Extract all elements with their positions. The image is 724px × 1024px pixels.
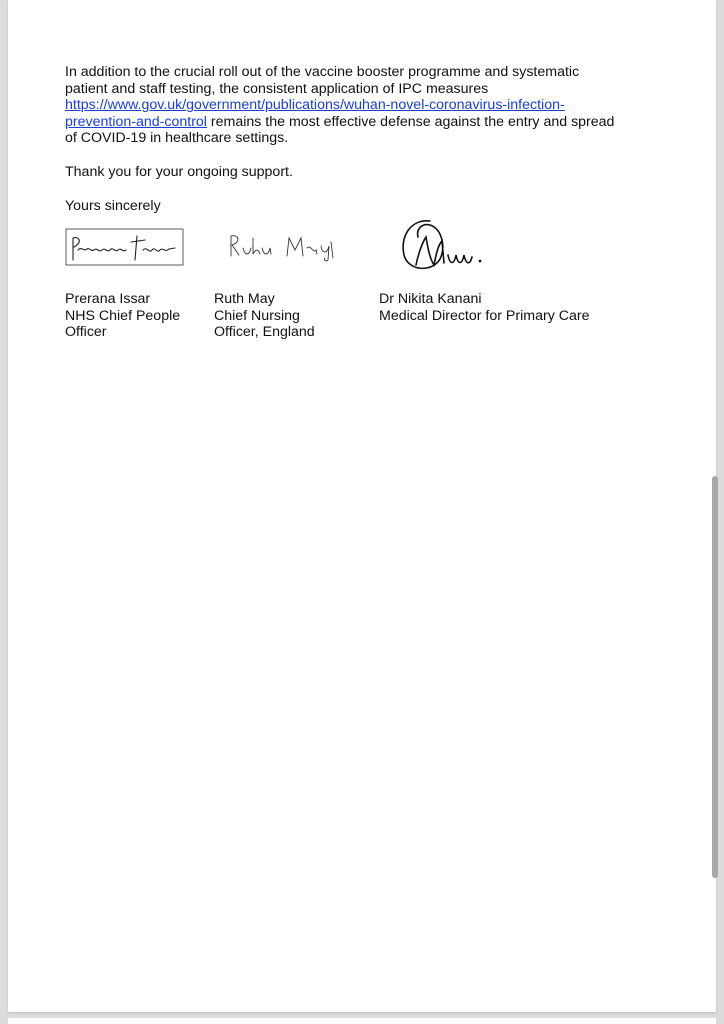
signatory-title-line2: Officer <box>65 324 107 341</box>
signatory-title-line1: Chief Nursing <box>214 307 300 324</box>
signatory-block-may <box>214 291 344 341</box>
next-page-edge <box>8 1018 716 1024</box>
document-page <box>8 0 716 1012</box>
signatory-name: Prerana Issar <box>65 291 151 307</box>
signatory-name: Ruth May <box>214 291 275 307</box>
signatory-name: Dr Nikita Kanani <box>379 291 482 307</box>
letter-body <box>65 64 625 214</box>
vertical-scrollbar[interactable] <box>712 476 718 878</box>
paragraph-text-after-link: remains the most effective defense against the entry and spread of COVID-19 in healthcare settings. <box>65 113 615 147</box>
signature-prerana-issar <box>65 228 185 268</box>
signature-ruth-may <box>225 228 355 264</box>
signatory-block-issar <box>65 291 195 341</box>
paragraph-ipc-measures <box>65 64 625 147</box>
paragraph-text-before-link: In addition to the crucial roll out of the vaccine booster programme and systematic patient and staff testing, the consistent application of IPC measures <box>65 64 580 97</box>
thank-you-line: Thank you for your ongoing support. <box>65 163 293 180</box>
ipc-guidance-link[interactable]: https://www.gov.uk/government/publications/wuhan-novel-coronavirus-infection-prevention-and-control <box>65 97 565 130</box>
signatory-title-line1: NHS Chief People <box>65 307 181 324</box>
closing-line: Yours sincerely <box>65 197 161 214</box>
signatory-title-line2: Officer, England <box>214 324 315 341</box>
signatory-title-line1: Medical Director for Primary Care <box>379 307 590 324</box>
signature-nikita-kanani <box>398 215 498 275</box>
signatory-block-kanani <box>379 291 639 324</box>
